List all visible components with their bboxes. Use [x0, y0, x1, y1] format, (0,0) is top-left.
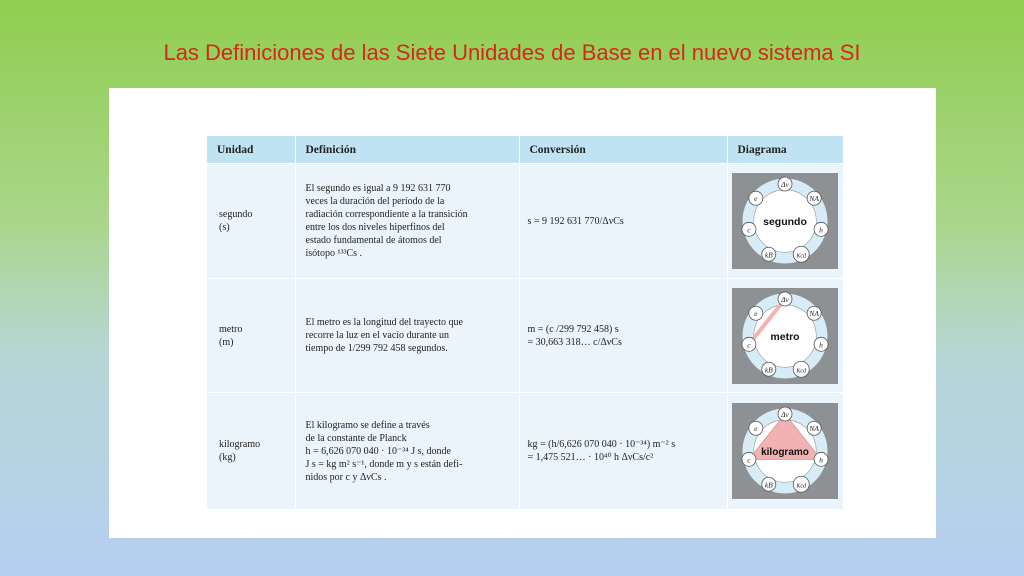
avogadro-node-label: NA [809, 308, 819, 318]
header-diagram: Diagrama [727, 136, 843, 164]
table-row [207, 393, 843, 510]
planck-node-label: h [819, 455, 823, 465]
si-diagram-kilogramo [732, 403, 838, 499]
elementary-charge-node-label: e [754, 194, 758, 204]
dnu-node-label: Δν [781, 410, 789, 419]
speed-of-light-node-label: c [747, 339, 751, 349]
table-row [207, 279, 843, 393]
definition-cell: El kilogramo se define a través de la constante de Planck h = 6,626 070 040 · 10⁻³⁴ J s, donde J s = kg m² s⁻¹, donde m y s están defi- nidos por c y ΔνCs . [295, 393, 519, 510]
elementary-charge-node-label: e [754, 308, 758, 318]
header-unit: Unidad [207, 136, 295, 164]
si-diagram-metro [732, 288, 838, 384]
luminous-efficacy-node-label: Kcd [796, 253, 807, 260]
speed-of-light-node-label: c [747, 455, 751, 465]
header-conversion: Conversión [519, 136, 727, 164]
header-definition: Definición [295, 136, 519, 164]
definition-cell: El segundo es igual a 9 192 631 770 veces la duración del período de la radiación correspondiente a la transición entre los dos niveles hiperfinos del estado fundamental de átomos del isótopo ¹³³Cs . [295, 164, 519, 279]
avogadro-node-label: NA [809, 194, 819, 204]
si-diagram-segundo [732, 173, 838, 269]
dnu-node-label: Δν [781, 180, 789, 189]
luminous-efficacy-node-label: Kcd [796, 367, 807, 374]
slide-title: Las Definiciones de las Siete Unidades de Base en el nuevo sistema SI [163, 40, 861, 65]
diagram-cell [727, 164, 843, 279]
boltzmann-node-label: kB [764, 480, 773, 490]
table-header-row [207, 136, 843, 164]
boltzmann-node-label: kB [764, 250, 773, 260]
diagram-cell [727, 279, 843, 393]
si-units-table [207, 136, 844, 509]
content-panel [109, 88, 936, 538]
conversion-cell: kg = (h/6,626 070 040 · 10⁻³⁴) m⁻² s = 1,475 521… · 10⁴⁰ h ΔνCs/c² [519, 393, 727, 510]
avogadro-node-label: NA [809, 424, 819, 434]
diagram-unit-label: metro [770, 330, 800, 343]
luminous-efficacy-node-label: Kcd [796, 483, 807, 490]
unit-cell: metro (m) [207, 279, 295, 393]
speed-of-light-node-label: c [747, 225, 751, 235]
unit-cell: segundo (s) [207, 164, 295, 279]
conversion-cell: s = 9 192 631 770/ΔνCs [519, 164, 727, 279]
dnu-node-label: Δν [781, 294, 789, 304]
diagram-unit-label: kilogramo [761, 447, 809, 458]
planck-node-label: h [819, 225, 823, 235]
definition-cell: El metro es la longitud del trayecto que recorre la luz en el vacío durante un tiempo de 1/299 792 458 segundos. [295, 279, 519, 393]
diagram-cell [727, 393, 843, 510]
table-row [207, 164, 843, 279]
planck-node-label: h [819, 339, 823, 349]
unit-cell: kilogramo (kg) [207, 393, 295, 510]
boltzmann-node-label: kB [764, 364, 773, 374]
diagram-unit-label: segundo [763, 216, 807, 228]
conversion-cell: m = (c /299 792 458) s = 30,663 318… c/ΔνCs [519, 279, 727, 393]
elementary-charge-node-label: e [754, 424, 758, 434]
